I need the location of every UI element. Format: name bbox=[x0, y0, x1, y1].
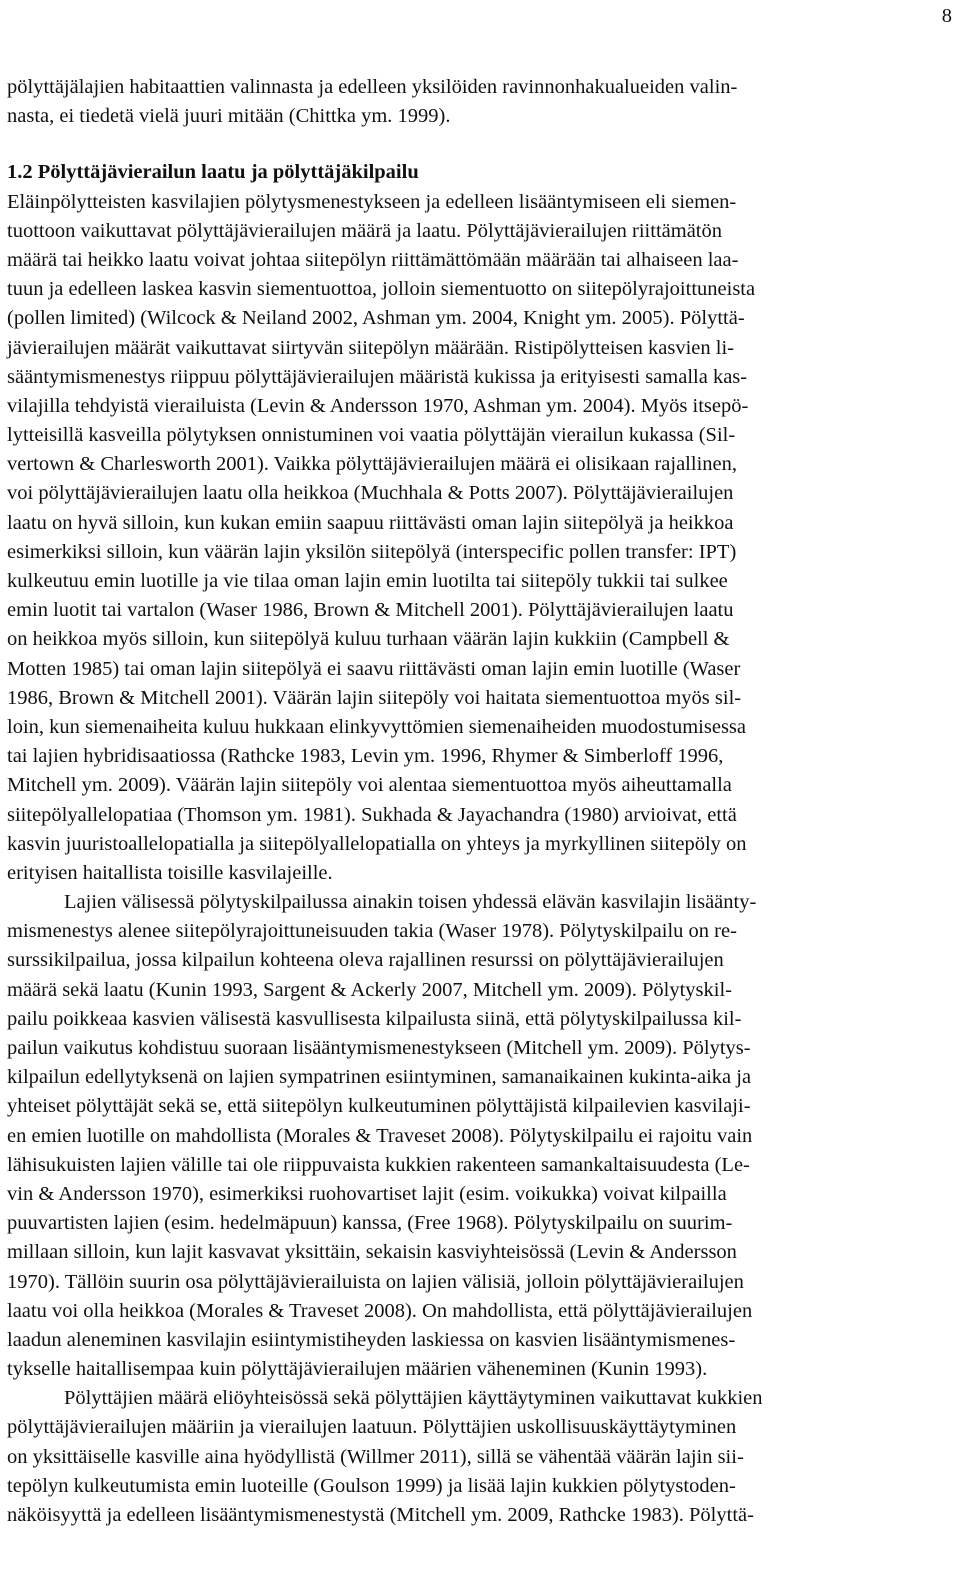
page-content bbox=[7, 73, 952, 1530]
body-paragraph bbox=[7, 888, 952, 1384]
text-line: tuottoon vaikuttavat pölyttäjävierailujen määrä ja laatu. Pölyttäjävierailujen riittämätön bbox=[7, 219, 722, 242]
text-line: kasvin juuristoallelopatialla ja siitepölyallelopatialla on yhteys ja myrkyllinen siitepöly on bbox=[7, 832, 747, 855]
text-line: näköisyyttä ja edelleen lisääntymismenestystä (Mitchell ym. 2009, Rathcke 1983). Pölyttä- bbox=[7, 1504, 754, 1526]
section-heading: 1.2 Pölyttäjävierailun laatu ja pölyttäjäkilpailu bbox=[7, 161, 419, 184]
text-line: jävierailujen määrät vaikuttavat siirtyvän siitepölyn määrään. Ristipölytteisen kasvien li- bbox=[7, 336, 734, 359]
text-line: Eläinpölytteisten kasvilajien pölytysmenestykseen ja edelleen lisääntymiseen eli siemen- bbox=[7, 190, 737, 213]
text-line: en emien luotille on mahdollista (Morales & Traveset 2008). Pölytyskilpailu ei rajoitu vain bbox=[7, 1124, 753, 1147]
text-line: siitepölyallelopatiaa (Thomson ym. 1981). Sukhada & Jayachandra (1980) arvioivat, että bbox=[7, 803, 737, 826]
text-line: emin luotit tai vartalon (Waser 1986, Brown & Mitchell 2001). Pölyttäjävierailujen laatu bbox=[7, 599, 734, 622]
text-line: tepölyn kulkeutumista emin luoteille (Goulson 1999) ja lisää lajin kukkien pölytystoden- bbox=[7, 1474, 736, 1497]
text-line: esimerkiksi silloin, kun väärän lajin yksilön siitepölyä (interspecific pollen transfer: IPT) bbox=[7, 540, 737, 563]
text-line: on yksittäiselle kasville aina hyödyllistä (Willmer 2011), sillä se vähentää väärän lajin sii- bbox=[7, 1445, 744, 1468]
text-line: pailu poikkeaa kasvien välisestä kasvullisesta kilpailusta siinä, että pölytyskilpailussa kil- bbox=[7, 1007, 742, 1030]
text-line: Pölyttäjien määrä eliöyhteisössä sekä pölyttäjien käyttäytyminen vaikuttavat kukkien bbox=[64, 1387, 763, 1410]
body-paragraph bbox=[7, 188, 952, 889]
text-line: yhteiset pölyttäjät sekä se, että siitepölyn kulkeutuminen pölyttäjistä kilpailevien kasvilaji- bbox=[7, 1095, 751, 1118]
text-line: nasta, ei tiedetä vielä juuri mitään (Chittka ym. 1999). bbox=[7, 105, 451, 128]
text-line: vilajilla tehdyistä vierailuista (Levin & Andersson 1970, Ashman ym. 2004). Myös itsepö- bbox=[7, 394, 749, 417]
text-line: voi pölyttäjävierailujen laatu olla heikkoa (Muchhala & Potts 2007). Pölyttäjävierailujen bbox=[7, 482, 734, 505]
text-line: laatu on hyvä silloin, kun kukan emiin saapuu riittävästi oman lajin siitepölyä ja heikkoa bbox=[7, 511, 734, 534]
text-line: 1986, Brown & Mitchell 2001). Väärän lajin siitepöly voi haitata siementuottoa myös sil- bbox=[7, 686, 742, 709]
text-line: (pollen limited) (Wilcock & Neiland 2002, Ashman ym. 2004, Knight ym. 2005). Pölyttä- bbox=[7, 307, 745, 330]
text-line: puuvartisten lajien (esim. hedelmäpuun) kanssa, (Free 1968). Pölytyskilpailu on suurim- bbox=[7, 1212, 733, 1235]
text-line: Mitchell ym. 2009). Väärän lajin siitepöly voi alentaa siementuottoa myös aiheuttamalla bbox=[7, 774, 732, 797]
text-line: pölyttäjälajien habitaattien valinnasta ja edelleen yksilöiden ravinnonhakualueiden valin- bbox=[7, 76, 738, 98]
body-paragraph bbox=[7, 1384, 952, 1530]
intro-paragraph bbox=[7, 73, 952, 131]
text-line: vin & Andersson 1970), esimerkiksi ruohovartiset lajit (esim. voikukka) voivat kilpailla bbox=[7, 1182, 727, 1205]
text-line: kilpailun edellytyksenä on lajien sympatrinen esiintyminen, samanaikainen kukinta-aika ja bbox=[7, 1066, 752, 1089]
text-line: lähisukuisten lajien välille tai ole riippuvaista kukkien rakenteen samankaltaisuudesta (Le- bbox=[7, 1153, 750, 1176]
text-line: kulkeutuu emin luotille ja vie tilaa oman lajin emin luotilta tai siitepöly tukkii tai sulkee bbox=[7, 570, 728, 592]
page-number: 8 bbox=[941, 5, 952, 27]
text-line: surssikilpailua, jossa kilpailun kohteena oleva rajallinen resurssi on pölyttäjävierailujen bbox=[7, 949, 724, 972]
text-line: vertown & Charlesworth 2001). Vaikka pölyttäjävierailujen määrä ei olisikaan rajallinen, bbox=[7, 453, 737, 476]
text-line: laadun aleneminen kasvilajin esiintymistiheyden laskiessa on kasvien lisääntymismenes- bbox=[7, 1328, 736, 1351]
text-line: erityisen haitallista toisille kasvilajeille. bbox=[7, 861, 333, 884]
text-line: sääntymismenestys riippuu pölyttäjävierailujen määristä kukissa ja erityisesti samalla kas- bbox=[7, 365, 748, 388]
text-line: loin, kun siemenaiheita kuluu hukkaan elinkyvyttömien siemenaiheiden muodostumisessa bbox=[7, 715, 747, 738]
text-line: laatu voi olla heikkoa (Morales & Traveset 2008). On mahdollista, että pölyttäjävierailujen bbox=[7, 1299, 753, 1322]
text-line: 1970). Tällöin suurin osa pölyttäjävierailuista on lajien välisiä, jolloin pölyttäjävierailujen bbox=[7, 1270, 744, 1293]
text-line: tai lajien hybridisaatiossa (Rathcke 1983, Levin ym. 1996, Rhymer & Simberloff 1996, bbox=[7, 745, 724, 768]
text-line: lytteisillä kasveilla pölytyksen onnistuminen voi vaatia pölyttäjän vierailun kukassa (Sil- bbox=[7, 424, 736, 447]
text-line: määrä sekä laatu (Kunin 1993, Sargent & Ackerly 2007, Mitchell ym. 2009). Pölytyskil- bbox=[7, 978, 732, 1001]
text-line: Lajien välisessä pölytyskilpailussa ainakin toisen yhdessä elävän kasvilajin lisäänty- bbox=[64, 891, 757, 914]
text-line: pölyttäjävierailujen määriin ja vierailujen laatuun. Pölyttäjien uskollisuuskäyttäytyminen bbox=[7, 1416, 737, 1439]
text-line: Motten 1985) tai oman lajin siitepölyä ei saavu riittävästi oman lajin emin luotille (Waser bbox=[7, 657, 741, 680]
text-line: millaan silloin, kun lajit kasvavat yksittäin, sekaisin kasviyhteisössä (Levin & Andersson bbox=[7, 1241, 737, 1264]
text-line: määrä tai heikko laatu voivat johtaa siitepölyn riittämättömään määrään tai alhaiseen laa- bbox=[7, 248, 739, 271]
text-line: on heikkoa myös silloin, kun siitepölyä kuluu turhaan väärän lajin kukkiin (Campbell & bbox=[7, 628, 730, 651]
text-line: tykselle haitallisempaa kuin pölyttäjävierailujen määrien väheneminen (Kunin 1993). bbox=[7, 1358, 708, 1381]
text-line: mismenestys alenee siitepölyrajoittuneisuuden takia (Waser 1978). Pölytyskilpailu on re- bbox=[7, 920, 737, 943]
text-line: tuun ja edelleen laskea kasvin siementuottoa, jolloin siementuotto on siitepölyrajoittuneista bbox=[7, 278, 756, 301]
text-line: pailun vaikutus kohdistuu suoraan lisääntymismenestykseen (Mitchell ym. 2009). Pölytys- bbox=[7, 1037, 751, 1059]
